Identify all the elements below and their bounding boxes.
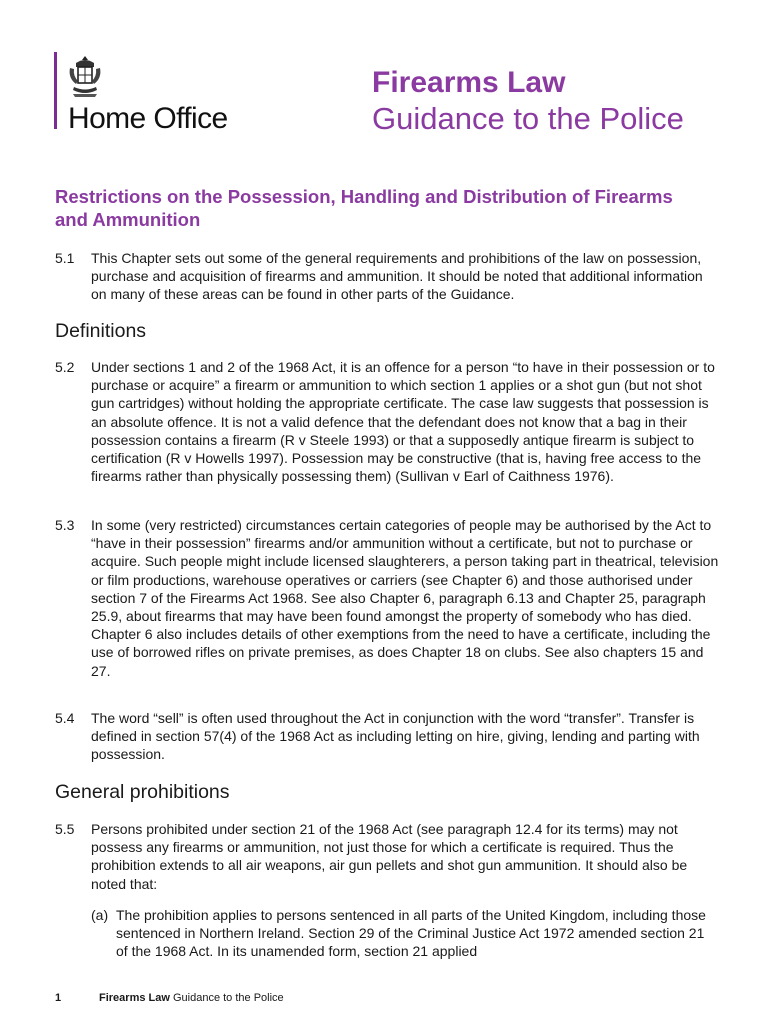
footer-subtitle: Guidance to the Police <box>169 992 284 1004</box>
paragraph-number: 5.1 <box>55 250 75 266</box>
paragraph-number: 5.3 <box>55 517 75 533</box>
page-number: 1 <box>55 992 62 1004</box>
paragraph-number: 5.5 <box>55 821 75 837</box>
royal-coat-of-arms-icon <box>66 54 104 100</box>
subparagraph-a <box>91 906 706 961</box>
page-footer <box>55 992 284 1004</box>
paragraph-number: 5.2 <box>55 359 75 375</box>
paragraph-text: This Chapter sets out some of the general requirements and prohibitions of the law on possession, purchase and acquisition of firearms and ammunition. It should be noted that additional information on many of these areas can be found in other parts of the Guidance. <box>91 250 703 303</box>
paragraph-text: Under sections 1 and 2 of the 1968 Act, it is an offence for a person “to have in their possession or to purchase or acquire” a firearm or ammunition to which section 1 applies or a shot gun (but not shot gun cartridges) without holding the appropriate certificate. The case law suggests that possession is an absolute offence. It is not a valid defence that the defendant does not know that a bag in their possession contains a firearm (R v Steele 1993) or that a supposedly antique firearm is subject to certification (R v Howells 1997). Possession may be constructive (that is, having free access to the firearms rather than physically possessing them) (Sullivan v Earl of Caithness 1976). <box>91 359 715 485</box>
paragraph-5-1 <box>55 249 720 304</box>
paragraph-5-5 <box>55 820 720 893</box>
section-heading-general-prohibitions: General prohibitions <box>55 781 230 803</box>
paragraph-number: 5.4 <box>55 710 75 726</box>
chapter-heading: Restrictions on the Possession, Handling and Distribution of Firearms and Ammunition <box>55 186 673 230</box>
subparagraph-number: (a) <box>91 907 109 923</box>
document-subtitle: Guidance to the Police <box>372 101 684 136</box>
section-heading-definitions: Definitions <box>55 320 147 342</box>
paragraph-text: In some (very restricted) circumstances certain categories of people may be authorised by the Act to “have in their possession” firearms and/or ammunition without a certificate, but not to purchase or acquire. Such people might include licensed slaughterers, a person taking part in theatrical, television or film productions, warehouse operatives or carriers (see Chapter 6) and those authorised under section 7 of the Firearms Act 1968. See also Chapter 6, paragraph 6.13 and Chapter 25, paragraph 25.9, about firearms that may have been found amongst the property of somebody who has died. Chapter 6 also includes details of other exemptions from the need to have a certificate, including the use of borrowed rifles on private premises, as does Chapter 18 on clubs. See also chapters 15 and 27. <box>91 517 719 679</box>
document-title: Firearms Law <box>372 66 566 99</box>
subparagraph-text: The prohibition applies to persons sentenced in all parts of the United Kingdom, including those sentenced in Northern Ireland. Section 29 of the Criminal Justice Act 1972 amended section 21 of the 1968 Act. In its unamended form, section 21 applied <box>116 907 706 960</box>
footer-title: Firearms Law <box>99 992 170 1004</box>
paragraph-5-3 <box>55 516 720 680</box>
paragraph-5-4 <box>55 709 720 764</box>
paragraph-5-2 <box>55 358 720 485</box>
paragraph-text: The word “sell” is often used throughout the Act in conjunction with the word “transfer”. Transfer is defined in section 57(4) of the 1968 Act as including letting on hire, giving, lending and parting with possession. <box>91 710 700 763</box>
paragraph-text: Persons prohibited under section 21 of the 1968 Act (see paragraph 12.4 for its terms) may not possess any firearms or ammunition, not just those for which a certificate is required. Thus the prohibition extends to all air weapons, air gun pellets and shot gun ammunition. It should also be noted that: <box>91 821 688 892</box>
home-office-wordmark: Home Office <box>68 102 228 135</box>
logo-divider-bar <box>54 52 57 129</box>
